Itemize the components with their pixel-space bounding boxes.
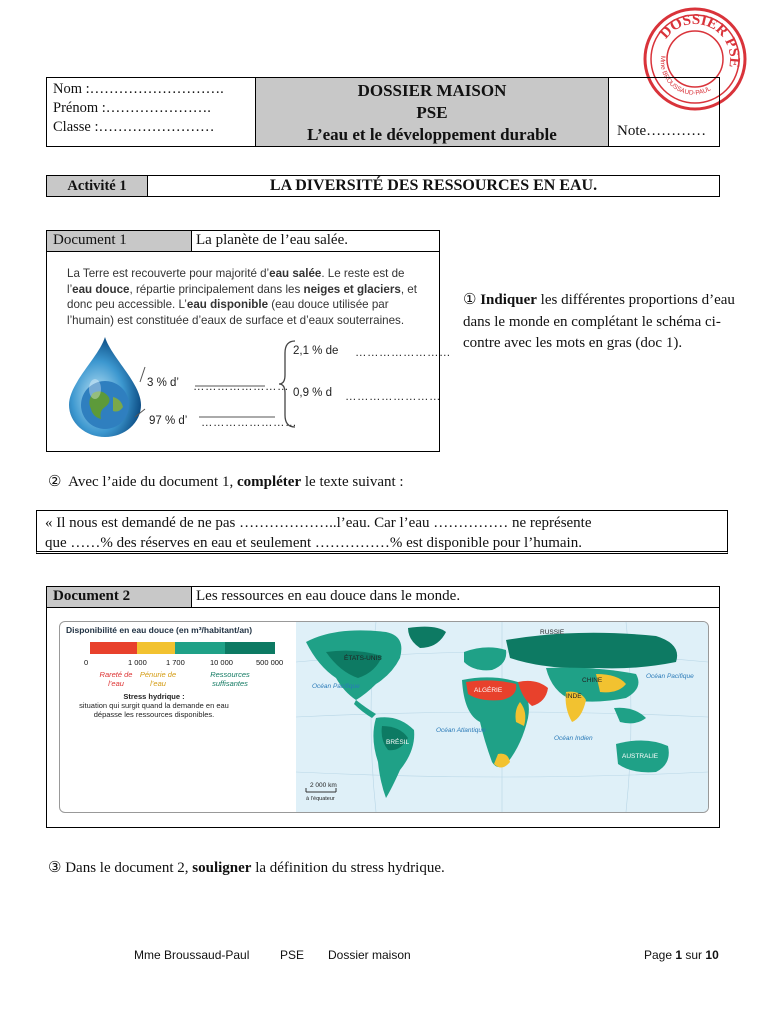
activity-label: Activité 1 xyxy=(47,176,148,196)
question-3-pre: Dans le document 2, xyxy=(65,860,193,876)
stress-title: Stress hydrique : xyxy=(123,692,185,701)
footer-doc: Dossier maison xyxy=(328,948,411,962)
doc2-header xyxy=(47,587,719,608)
blank-97[interactable]: …………………… xyxy=(201,417,297,429)
label-bresil: BRÉSIL xyxy=(386,739,410,746)
label-inde: INDE xyxy=(566,693,582,700)
document-1 xyxy=(46,230,451,452)
doc1-title: La planète de l’eau salée. xyxy=(196,232,348,248)
stress-text: situation qui surgit quand la demande en eau dépasse les ressources disponibles. xyxy=(79,701,229,719)
water-drop-globe-icon xyxy=(65,335,145,439)
label-chine: CHINE xyxy=(582,677,603,684)
stress-definition xyxy=(74,692,234,719)
label-algerie: ALGÉRIE xyxy=(474,687,503,694)
question-1 xyxy=(463,290,739,355)
pct-21-label: 2,1 % de xyxy=(293,345,339,357)
doc1-paragraph: La Terre est recouverte pour majorité d’eau salée. Le reste est de l’eau douce, répartie principalement dans les neiges et glaciers, et donc peu accessible. L’eau disponible (eau douce utilisée par l’humain) est constituée d’eaux de surface et d’eaux souterraines. xyxy=(67,267,417,327)
note-field[interactable]: Note………… xyxy=(617,123,707,139)
question-3-verb: souligner xyxy=(192,860,252,876)
pct-09-label: 0,9 % d xyxy=(293,387,332,399)
legend-tick-0: 0 xyxy=(84,658,89,667)
theme-title: L’eau et le développement durable xyxy=(307,125,557,144)
question-3-post: la définition du stress hydrique. xyxy=(251,860,445,876)
subject-title: PSE xyxy=(416,103,448,122)
question-2-post: le texte suivant : xyxy=(301,474,404,490)
question-2-verb: compléter xyxy=(236,474,302,490)
question-3 xyxy=(48,858,728,880)
footer-subject: PSE xyxy=(280,948,305,962)
pct-3-label: 3 % d’ xyxy=(147,377,179,389)
blank-09[interactable]: …………………… xyxy=(345,391,441,403)
world-map xyxy=(296,622,708,812)
question-1-number: ① xyxy=(463,292,477,308)
question-2-pre: Avec l’aide du document 1, xyxy=(68,474,237,490)
doc2-title: Les ressources en eau douce dans le monde. xyxy=(196,588,461,604)
legend-rarete: Rareté de l’eau xyxy=(99,670,133,688)
scale-bar-note: à l’équateur xyxy=(306,796,335,802)
svg-text:Mme BROUSSAUD-PAUL: Mme BROUSSAUD-PAUL xyxy=(658,55,713,97)
nom-field[interactable]: Nom :………………………. xyxy=(53,81,224,97)
legend-tick-1700: 1 700 xyxy=(166,658,185,667)
dossier-title: DOSSIER MAISON xyxy=(357,81,507,100)
blank-21[interactable]: …………………… xyxy=(355,347,451,359)
doc1-header xyxy=(47,231,439,252)
connector-lines xyxy=(135,357,295,427)
question-3-number: ③ xyxy=(48,860,62,876)
blank-3[interactable]: …………………… xyxy=(193,381,289,393)
label-ocean-indien: Océan Indien xyxy=(554,735,593,742)
header-table xyxy=(46,77,720,147)
label-ocean-pacifique-e: Océan Pacifique xyxy=(646,673,694,680)
legend-penurie: Pénurie de l’eau xyxy=(139,670,177,688)
legend-tick-10000: 10 000 xyxy=(210,658,233,667)
question-2 xyxy=(48,472,728,494)
question-2-number: ② xyxy=(48,474,62,490)
prenom-field[interactable]: Prénom :…………………. xyxy=(53,100,211,116)
doc2-label: Document 2 xyxy=(47,587,192,607)
identity-cell xyxy=(47,78,256,146)
quote-line-2[interactable]: que ……% des réserves en eau et seulement ……………% est disponible pour l’humain. xyxy=(45,535,582,551)
legend-color-scale xyxy=(90,642,296,656)
activity-bar xyxy=(46,175,720,197)
scale-bar-label: 2 000 km xyxy=(310,782,337,789)
question-1-verb: Indiquer xyxy=(480,292,537,308)
legend-tick-1000: 1 000 xyxy=(128,658,147,667)
label-etats-unis: ÉTATS-UNIS xyxy=(344,655,382,662)
pct-97-label: 97 % d’ xyxy=(149,415,188,427)
footer-author: Mme Broussaud-Paul xyxy=(134,948,250,962)
activity-title: LA DIVERSITÉ DES RESSOURCES EN EAU. xyxy=(269,177,598,194)
quote-line-1[interactable]: « Il nous est demandé de ne pas ………………..l’eau. Car l’eau …………… ne représente xyxy=(45,515,592,531)
footer-page: Page 1 sur 10 xyxy=(644,948,719,962)
label-russie: RUSSIE xyxy=(540,629,565,636)
svg-text:DOSSIER PSE: DOSSIER PSE xyxy=(656,11,743,69)
document-2 xyxy=(46,586,720,828)
question-1-text: les différentes proportions d’eau dans le monde en complétant le schéma ci-contre avec les mots en gras (doc 1). xyxy=(463,292,735,351)
label-australie: AUSTRALIE xyxy=(622,753,659,760)
legend-tick-500000: 500 000 xyxy=(256,658,284,667)
legend-title: Disponibilité en eau douce (en m³/habitant/an) xyxy=(66,625,253,635)
title-cell xyxy=(256,78,609,146)
map-frame xyxy=(59,621,709,813)
doc1-label: Document 1 xyxy=(47,231,192,251)
label-ocean-pacifique-w: Océan Pacifique xyxy=(312,683,360,690)
legend-ressources: Ressources suffisantes xyxy=(210,670,250,688)
fill-in-text-box xyxy=(36,510,728,554)
classe-field[interactable]: Classe :…………………… xyxy=(53,119,215,135)
label-ocean-atlantique: Océan Atlantique xyxy=(436,727,486,734)
